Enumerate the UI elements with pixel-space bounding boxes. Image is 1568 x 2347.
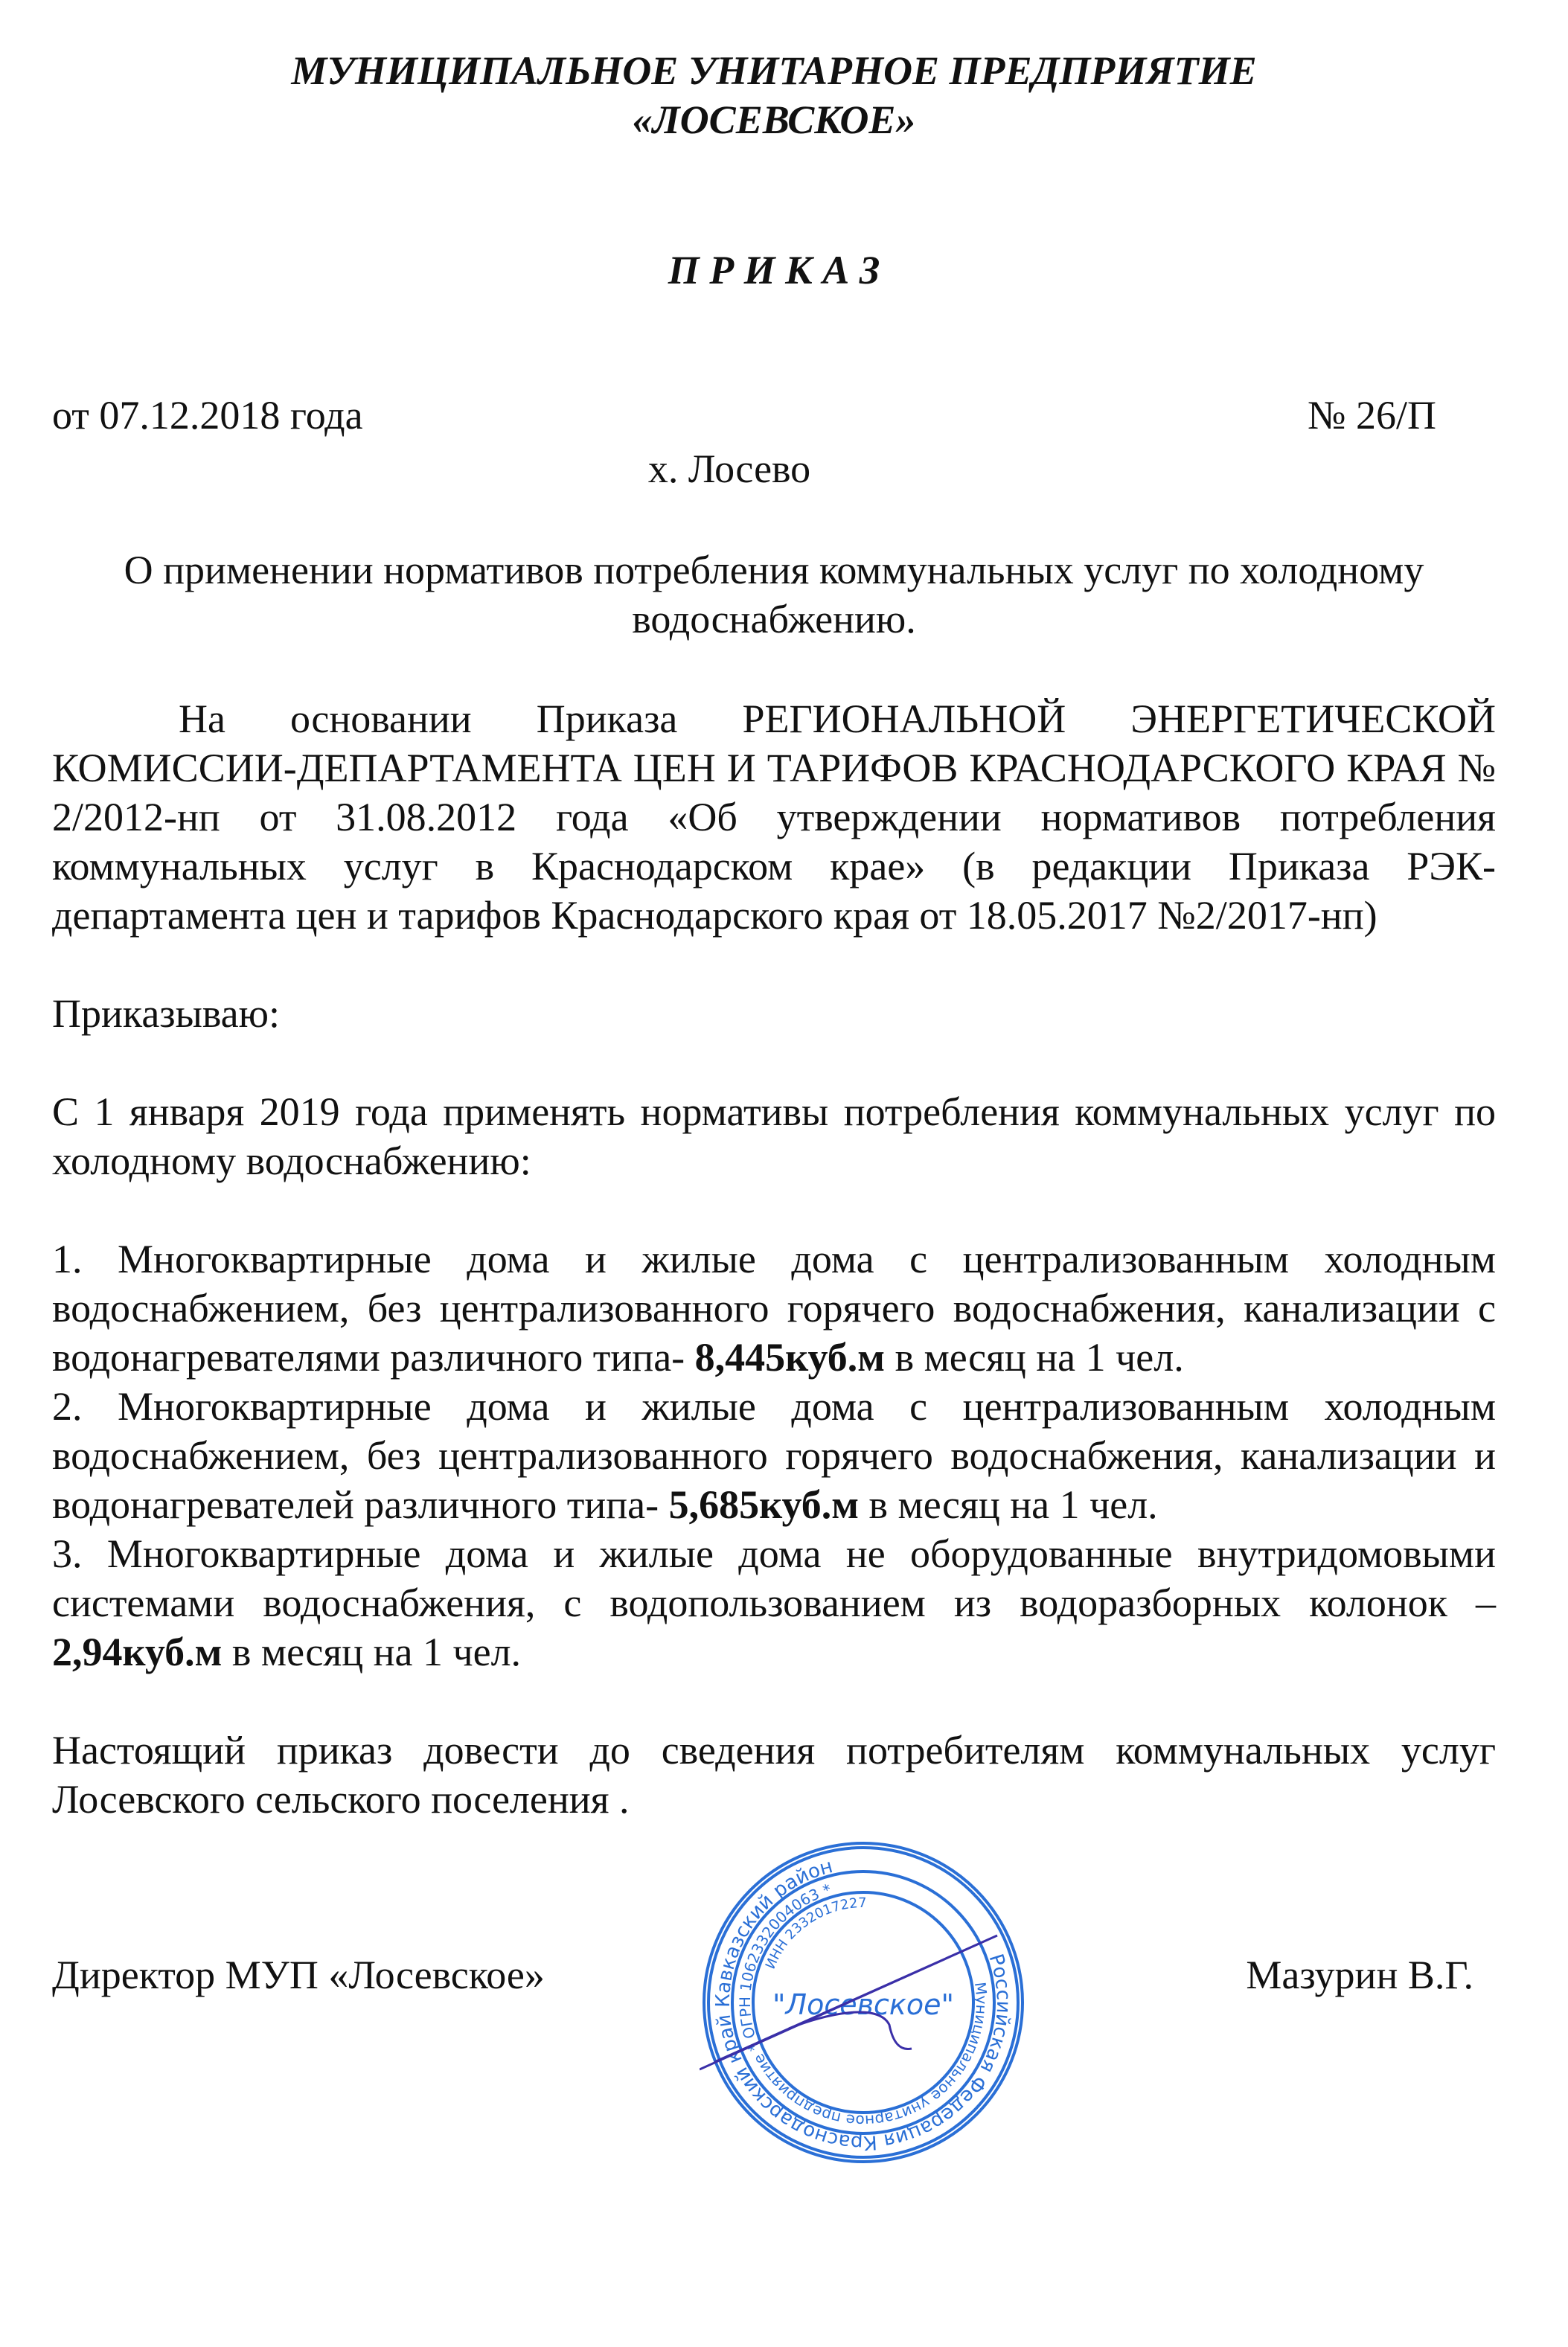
list-item: 3. Многоквартирные дома и жилые дома не оборудованные внутридомовыми системами водоснабжения, с водопользованием из водоразборных колонок – 2,94куб.м в месяц на 1 чел. [52,1531,1496,1674]
order-subject: О применении нормативов потребления коммунальных услуг по холодному водоснабжению. [124,548,1424,641]
org-name-line1: МУНИЦИПАЛЬНОЕ УНИТАРНОЕ ПРЕДПРИЯТИЕ [291,48,1257,93]
order-date: от 07.12.2018 года [52,393,363,438]
order-word: Приказываю: [52,991,280,1036]
organization-stamp [700,1839,1027,2166]
signatory-name: Мазурин В.Г. [1246,1953,1473,1997]
stamp-center-text: "Лосевское" [772,1988,954,2021]
stamp-outer-text: Российская Федерация Краснодарский край Кавказский район [711,1855,1015,2154]
list-item: 1. Многоквартирные дома и жилые дома с централизованным холодным водоснабжением, без централизованного горячего водоснабжения, канализации с водонагревателями различного типа- 8,445куб.м в месяц на 1 чел. [52,1237,1496,1380]
basis-paragraph: На основании Приказа РЕГИОНАЛЬНОЙ ЭНЕРГЕТИЧЕСКОЙ КОМИССИИ-ДЕПАРТАМЕНТА ЦЕН И ТАРИФОВ КРАСНОДАРСКОГО КРАЯ № 2/2012-нп от 31.08.2012 года «Об утверждении нормативов потребления коммунальных услуг в Краснодарском крае» (в редакции Приказа РЭК- департамента цен и тарифов Краснодарского края от 18.05.2017 №2/2017-нп) [52,697,1496,938]
norm-value: 2,94куб.м [52,1630,223,1674]
place: х. Лосево [647,446,811,491]
signature-row [52,1855,1496,2154]
org-name-line2: «ЛОСЕВСКОЕ» [632,97,916,142]
date-number-row [52,391,1496,440]
intro-paragraph: С 1 января 2019 года применять нормативы потребления коммунальных услуг по холодному водоснабжению: [52,1089,1496,1183]
notice-paragraph: Настоящий приказ довести до сведения потребителям коммунальных услуг Лосевского сельского поселения . [52,1728,1496,1822]
list-item: 2. Многоквартирные дома и жилые дома с централизованным холодным водоснабжением, без централизованного горячего водоснабжения, канализации и водонагревателей различного типа- 5,685куб.м в месяц на 1 чел. [52,1384,1496,1527]
stamp-middle-text: Муниципальное унитарное предприятие * ОГРН 1062332004063 * [735,1880,991,2130]
document-type-title: П Р И К А З [668,248,880,292]
document-page [52,0,1496,2154]
order-number: № 26/П [1307,393,1436,438]
norm-value: 5,685куб.м [668,1482,860,1527]
stamp-inn-text: ИНН 2332017227 [762,1895,867,1972]
signatory-position: Директор МУП «Лосевское» [52,1953,545,1997]
norm-value: 8,445куб.м [694,1335,886,1380]
norms-list [52,1235,1496,1677]
